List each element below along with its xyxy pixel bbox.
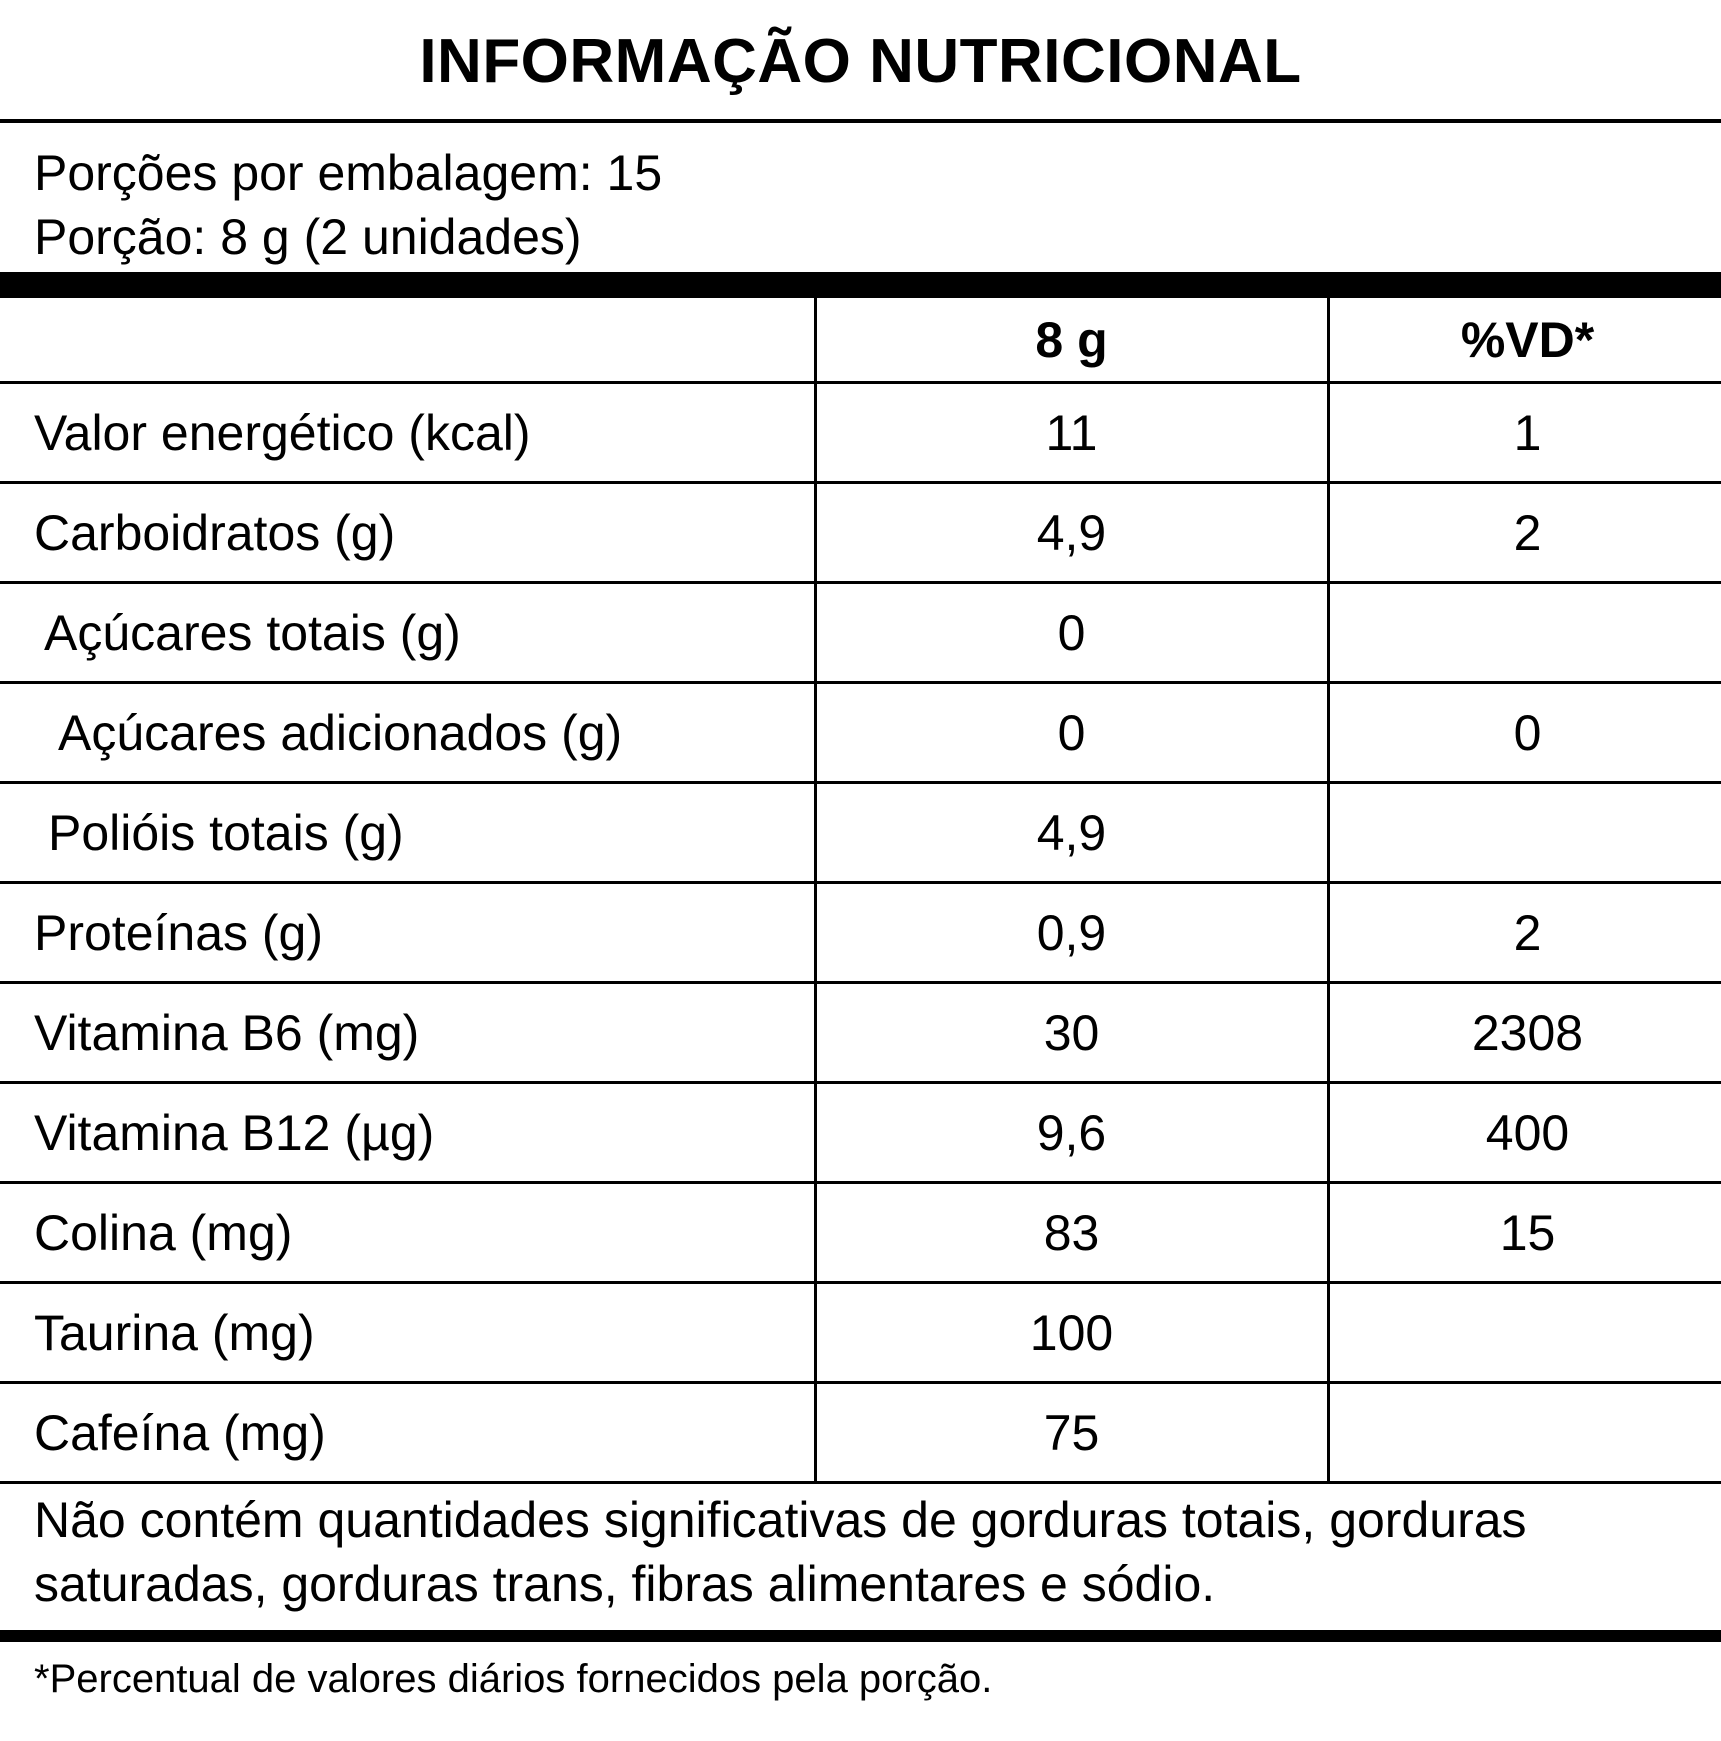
table-row	[0, 1383, 1721, 1483]
table-row	[0, 683, 1721, 783]
nutrient-name: Proteínas (g)	[0, 883, 815, 983]
nutrient-name: Vitamina B6 (mg)	[0, 983, 815, 1083]
nutrient-amount: 11	[815, 383, 1328, 483]
nutrient-daily-value	[1328, 1283, 1721, 1383]
nutrient-name: Carboidratos (g)	[0, 483, 815, 583]
table-row	[0, 983, 1721, 1083]
nutrient-daily-value: 15	[1328, 1183, 1721, 1283]
table-row	[0, 483, 1721, 583]
column-header-nutrient	[0, 298, 815, 383]
nutrient-name: Colina (mg)	[0, 1183, 815, 1283]
table-row	[0, 783, 1721, 883]
nutrient-name: Polióis totais (g)	[0, 783, 815, 883]
table-row	[0, 1183, 1721, 1283]
nutrient-name: Cafeína (mg)	[0, 1383, 815, 1483]
nutrient-amount: 30	[815, 983, 1328, 1083]
not-significant-notice: Não contém quantidades significativas de gorduras totais, gorduras saturadas, gorduras trans, fibras alimentares e sódio.	[34, 1492, 1527, 1612]
table-row	[0, 583, 1721, 683]
nutrient-daily-value: 1	[1328, 383, 1721, 483]
label-title: INFORMAÇÃO NUTRICIONAL	[419, 27, 1302, 96]
serving-size: Porção: 8 g (2 unidades)	[34, 209, 582, 265]
nutrient-daily-value	[1328, 583, 1721, 683]
thick-divider-bottom	[0, 1630, 1721, 1642]
table-row	[0, 1083, 1721, 1183]
nutrient-name: Valor energético (kcal)	[0, 383, 815, 483]
nutrient-amount: 83	[815, 1183, 1328, 1283]
nutrient-daily-value	[1328, 1383, 1721, 1483]
nutrient-amount: 0	[815, 683, 1328, 783]
nutrient-name: Açúcares adicionados (g)	[0, 683, 815, 783]
column-header-amount: 8 g	[815, 298, 1328, 383]
nutrient-daily-value: 2308	[1328, 983, 1721, 1083]
title-divider	[0, 119, 1721, 123]
table-row	[0, 383, 1721, 483]
table-row	[0, 883, 1721, 983]
nutrient-daily-value	[1328, 783, 1721, 883]
nutrient-daily-value: 400	[1328, 1083, 1721, 1183]
nutrient-name: Taurina (mg)	[0, 1283, 815, 1383]
thick-divider-top	[0, 272, 1721, 298]
table-header-row	[0, 298, 1721, 383]
nutrient-daily-value: 2	[1328, 483, 1721, 583]
nutrient-amount: 4,9	[815, 783, 1328, 883]
nutrient-daily-value: 2	[1328, 883, 1721, 983]
column-header-daily-value: %VD*	[1328, 298, 1721, 383]
nutrient-amount: 0	[815, 583, 1328, 683]
servings-per-package: Porções por embalagem: 15	[34, 145, 663, 201]
nutrient-daily-value: 0	[1328, 683, 1721, 783]
nutrient-table	[0, 298, 1721, 1484]
table-row	[0, 1283, 1721, 1383]
nutrient-amount: 9,6	[815, 1083, 1328, 1183]
nutrient-amount: 4,9	[815, 483, 1328, 583]
nutrient-name: Vitamina B12 (µg)	[0, 1083, 815, 1183]
daily-value-footnote: *Percentual de valores diários fornecidos pela porção.	[34, 1657, 993, 1701]
nutrient-amount: 75	[815, 1383, 1328, 1483]
nutrient-amount: 0,9	[815, 883, 1328, 983]
nutrient-amount: 100	[815, 1283, 1328, 1383]
nutrient-name: Açúcares totais (g)	[0, 583, 815, 683]
